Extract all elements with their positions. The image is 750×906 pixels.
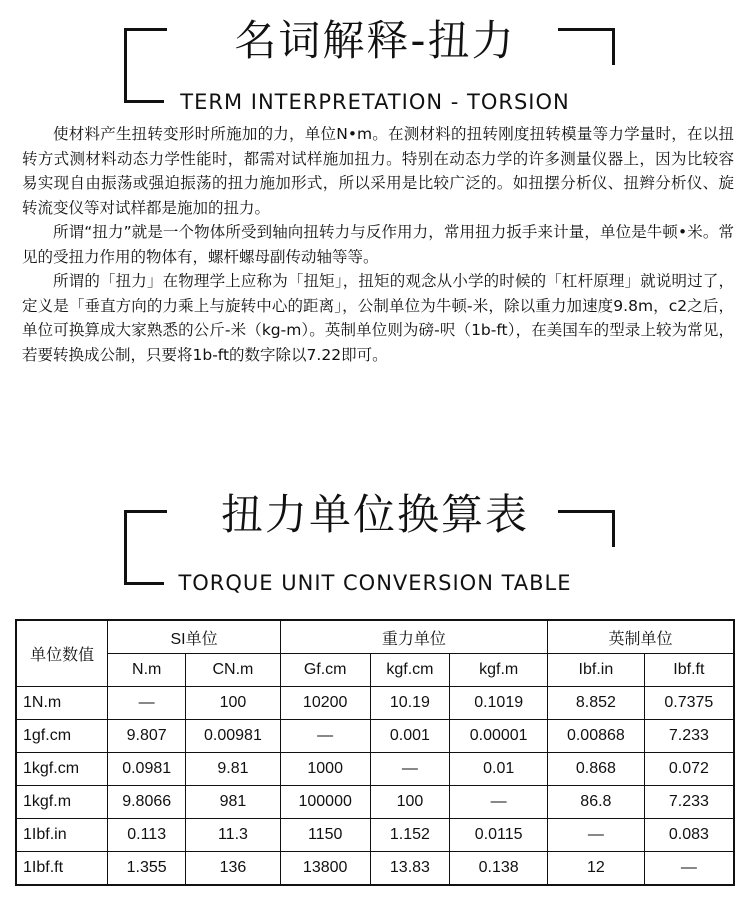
- conversion-table: [15, 619, 735, 886]
- row-label: 1kgf.m: [16, 786, 108, 819]
- section-subtitle: TERM INTERPRETATION - TORSION: [180, 90, 570, 114]
- table-cell: 11.3: [186, 819, 281, 852]
- paragraph: 使材料产生扭转变形时所施加的力，单位N•m。在测材料的扭转刚度扭转模量等力学量时，在以扭转方式测材料动态力学性能时，都需对试样施加扭力。特别在动态力学的许多测量仪器上，因为比较容易实现自由振荡或强迫振荡的扭力施加形式，所以采用是比较广泛的。如扭摆分析仪、扭辫分析仪、旋转流变仪等对试样都是施加的扭力。: [22, 125, 734, 217]
- table-cell: 10.19: [370, 687, 450, 720]
- table-row: [16, 753, 734, 786]
- table-cell: 0.868: [548, 753, 645, 786]
- table-row: [16, 687, 734, 720]
- table-cell: 13800: [280, 852, 370, 886]
- group-header: SI单位: [108, 620, 281, 654]
- table-cell: —: [108, 687, 186, 720]
- unit-header: kgf.cm: [370, 654, 450, 687]
- table-cell: 9.81: [186, 753, 281, 786]
- term-description: [22, 122, 734, 367]
- table-cell: 9.8066: [108, 786, 186, 819]
- table-cell: 0.00001: [450, 720, 548, 753]
- unit-header: N.m: [108, 654, 186, 687]
- group-header: 英制单位: [548, 620, 734, 654]
- table-cell: —: [548, 819, 645, 852]
- table-cell: 0.00981: [186, 720, 281, 753]
- table-cell: 0.0115: [450, 819, 548, 852]
- table-cell: 0.01: [450, 753, 548, 786]
- unit-header: Ibf.ft: [644, 654, 734, 687]
- table-row: [16, 852, 734, 886]
- table-cell: —: [280, 720, 370, 753]
- table-cell: 9.807: [108, 720, 186, 753]
- row-label: 1gf.cm: [16, 720, 108, 753]
- table-cell: 100: [370, 786, 450, 819]
- table-cell: 1.355: [108, 852, 186, 886]
- table-cell: 0.1019: [450, 687, 548, 720]
- row-label: 1Ibf.ft: [16, 852, 108, 886]
- row-label: 1Ibf.in: [16, 819, 108, 852]
- section-title: 名词解释-扭力: [234, 16, 516, 65]
- table-cell: 86.8: [548, 786, 645, 819]
- table-cell: 1150: [280, 819, 370, 852]
- table-cell: 0.7375: [644, 687, 734, 720]
- table-cell: —: [644, 852, 734, 886]
- table-cell: 0.0981: [108, 753, 186, 786]
- table-row: [16, 819, 734, 852]
- corner-header: 单位数值: [16, 620, 108, 687]
- table-cell: —: [450, 786, 548, 819]
- table-row: [16, 786, 734, 819]
- table-cell: 0.00868: [548, 720, 645, 753]
- table-cell: 1000: [280, 753, 370, 786]
- section-subtitle: TORQUE UNIT CONVERSION TABLE: [178, 571, 572, 595]
- paragraph: 所谓的「扭力」在物理学上应称为「扭矩」，扭矩的观念从小学的时候的「杠杆原理」就说明过了，定义是「垂直方向的力乘上与旋转中心的距离」，公制单位为牛顿-米，除以重力加速度9.8m，c2之后，单位可换算成大家熟悉的公斤-米（kg-m）。英制单位则为磅-呎（1b-ft），在美国车的型录上较为常见，若要转换成公制，只要将1b-ft的数字除以7.22即可。: [22, 272, 734, 364]
- table-cell: 0.113: [108, 819, 186, 852]
- table-cell: —: [370, 753, 450, 786]
- table-cell: 0.138: [450, 852, 548, 886]
- table-cell: 8.852: [548, 687, 645, 720]
- unit-header: Ibf.in: [548, 654, 645, 687]
- unit-header: kgf.m: [450, 654, 548, 687]
- table-cell: 7.233: [644, 720, 734, 753]
- table-cell: 136: [186, 852, 281, 886]
- group-header: 重力单位: [280, 620, 547, 654]
- unit-header: Gf.cm: [280, 654, 370, 687]
- table-cell: 100000: [280, 786, 370, 819]
- table-cell: 0.083: [644, 819, 734, 852]
- table-cell: 100: [186, 687, 281, 720]
- table-cell: 7.233: [644, 786, 734, 819]
- row-label: 1kgf.cm: [16, 753, 108, 786]
- table-cell: 12: [548, 852, 645, 886]
- table-cell: 13.83: [370, 852, 450, 886]
- table-cell: 981: [186, 786, 281, 819]
- table-cell: 1.152: [370, 819, 450, 852]
- paragraph: 所谓“扭力”就是一个物体所受到轴向扭转力与反作用力，常用扭力扳手来计量，单位是牛顿•米。常见的受扭力作用的物体有，螺杆螺母副传动轴等等。: [22, 223, 734, 266]
- section-title: 扭力单位换算表: [220, 490, 529, 539]
- table-cell: 0.001: [370, 720, 450, 753]
- table-cell: 0.072: [644, 753, 734, 786]
- row-label: 1N.m: [16, 687, 108, 720]
- unit-header: CN.m: [186, 654, 281, 687]
- table-row: [16, 720, 734, 753]
- table-cell: 10200: [280, 687, 370, 720]
